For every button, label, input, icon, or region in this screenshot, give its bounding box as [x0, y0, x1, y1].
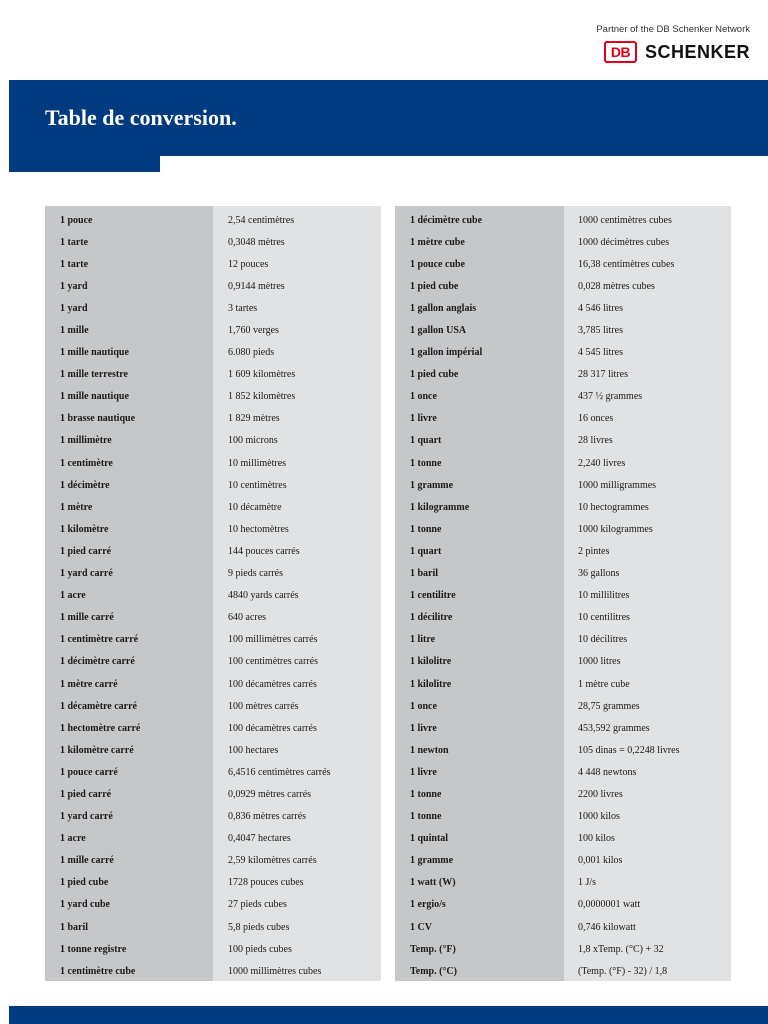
- unit-cell: 1 pied carré: [60, 545, 112, 557]
- unit-cell: 1 pied carré: [60, 788, 112, 800]
- value-cell: 16,38 centimètres cubes: [578, 258, 675, 270]
- unit-cell: 1 yard: [60, 280, 88, 292]
- unit-cell: 1 mètre carré: [60, 678, 118, 690]
- value-cell: 12 pouces: [228, 258, 269, 270]
- value-cell: 10 millilitres: [578, 590, 630, 602]
- unit-cell: 1 gallon USA: [410, 325, 467, 337]
- value-cell: 6.080 pieds: [228, 347, 275, 359]
- value-cell: 6,4516 centimètres carrés: [228, 766, 331, 778]
- value-cell: 2200 livres: [578, 788, 623, 800]
- unit-cell: 1 mètre: [60, 501, 93, 513]
- unit-cell: 1 yard: [60, 302, 88, 314]
- value-cell: 28 317 litres: [578, 369, 628, 381]
- unit-cell: 1 mille nautique: [60, 391, 129, 403]
- table-row: [395, 297, 731, 319]
- table-row: [395, 916, 731, 938]
- value-cell: 3,785 litres: [578, 325, 623, 337]
- unit-cell: 1 watt (W): [410, 877, 456, 889]
- table-row: [45, 783, 381, 805]
- unit-cell: 1 yard carré: [60, 811, 113, 823]
- value-cell: 1 J/s: [578, 877, 597, 889]
- table-row: [395, 806, 731, 828]
- table-row: [45, 761, 381, 783]
- unit-cell: 1 gramme: [410, 855, 454, 867]
- unit-cell: 1 mille carré: [60, 612, 114, 624]
- table-row: [45, 739, 381, 761]
- table-row: [395, 319, 731, 341]
- value-cell: 0,4047 hectares: [228, 833, 291, 845]
- value-cell: 100 hectares: [228, 744, 279, 756]
- table-row: [395, 585, 731, 607]
- value-cell: 0,9144 mètres: [228, 280, 285, 292]
- table-row: [395, 960, 731, 982]
- unit-cell: 1 tarte: [60, 236, 89, 248]
- value-cell: 1000 kilogrammes: [578, 523, 653, 535]
- unit-cell: 1 pied cube: [60, 877, 109, 889]
- table-row: [395, 651, 731, 673]
- table-row: [395, 872, 731, 894]
- table-row: [395, 386, 731, 408]
- value-cell: 10 centilitres: [578, 612, 630, 624]
- value-cell: 0,746 kilowatt: [578, 921, 636, 933]
- table-row: [395, 717, 731, 739]
- value-cell: 0,0000001 watt: [578, 899, 641, 911]
- value-cell: 1000 milligrammes: [578, 479, 657, 491]
- logo-row: [604, 41, 750, 63]
- unit-cell: 1 mille nautique: [60, 347, 129, 359]
- unit-cell: 1 pouce cube: [410, 258, 465, 270]
- table-row: [45, 408, 381, 430]
- table-row: [395, 408, 731, 430]
- unit-cell: 1 ergio/s: [410, 899, 446, 911]
- db-schenker-logo: [550, 22, 750, 72]
- unit-cell: 1 centilitre: [410, 590, 456, 602]
- value-cell: 10 décamètre: [228, 501, 282, 513]
- value-cell: 0,001 kilos: [578, 855, 623, 867]
- table-row: [45, 319, 381, 341]
- value-cell: 1,760 verges: [228, 325, 279, 337]
- unit-cell: 1 décamètre carré: [60, 700, 137, 712]
- value-cell: 2 pintes: [578, 545, 610, 557]
- table-row: [45, 386, 381, 408]
- table-row: [45, 253, 381, 275]
- unit-cell: 1 livre: [410, 766, 437, 778]
- value-cell: 0,836 mètres carrés: [228, 811, 307, 823]
- value-cell: 1728 pouces cubes: [228, 877, 304, 889]
- value-cell: 0,0929 mètres carrés: [228, 788, 312, 800]
- table-row: [395, 231, 731, 253]
- value-cell: 36 gallons: [578, 568, 620, 580]
- value-cell: 27 pieds cubes: [228, 899, 287, 911]
- unit-cell: 1 centimètre cube: [60, 965, 136, 977]
- value-cell: 100 pieds cubes: [228, 943, 292, 955]
- unit-cell: Temp. (°C): [410, 965, 457, 977]
- table-rows: [45, 206, 381, 982]
- unit-cell: 1 gallon impérial: [410, 347, 483, 359]
- unit-cell: 1 newton: [410, 744, 449, 756]
- page-title: Table de conversion.: [45, 105, 237, 130]
- value-cell: 0,3048 mètres: [228, 236, 285, 248]
- value-cell: 16 onces: [578, 413, 614, 425]
- unit-cell: 1 baril: [60, 921, 89, 933]
- table-row: [395, 518, 731, 540]
- unit-cell: 1 tonne: [410, 457, 442, 469]
- unit-cell: 1 millimètre: [60, 435, 112, 447]
- partner-text: Partner of the DB Schenker Network: [596, 24, 750, 35]
- value-cell: 1000 millimètres cubes: [228, 965, 322, 977]
- table-row: [395, 209, 731, 231]
- value-cell: 4 545 litres: [578, 347, 623, 359]
- unit-cell: 1 once: [410, 700, 437, 712]
- table-row: [395, 540, 731, 562]
- unit-cell: 1 quintal: [410, 833, 449, 845]
- table-row: [395, 783, 731, 805]
- unit-cell: 1 kilolitre: [410, 678, 452, 690]
- value-cell: 10 millimètres: [228, 457, 287, 469]
- unit-cell: 1 pied cube: [410, 280, 459, 292]
- table-row: [395, 452, 731, 474]
- unit-cell: 1 quart: [410, 435, 442, 447]
- value-cell: 437 ½ grammes: [578, 391, 643, 403]
- unit-cell: 1 kilomètre carré: [60, 744, 134, 756]
- table-row: [395, 253, 731, 275]
- unit-cell: 1 tarte: [60, 258, 89, 270]
- value-cell: 2,240 livres: [578, 457, 626, 469]
- table-row: [45, 806, 381, 828]
- value-cell: 10 hectomètres: [228, 523, 289, 535]
- unit-cell: 1 pouce carré: [60, 766, 118, 778]
- table-row: [45, 474, 381, 496]
- value-cell: 1 829 mètres: [228, 413, 280, 425]
- conversion-table-right: [395, 206, 731, 981]
- value-cell: 100 kilos: [578, 833, 615, 845]
- table-row: [45, 651, 381, 673]
- value-cell: 2,54 centimètres: [228, 214, 295, 226]
- unit-cell: 1 yard carré: [60, 568, 113, 580]
- value-cell: 100 décamètres carrés: [228, 678, 317, 690]
- unit-cell: 1 tonne registre: [60, 943, 127, 955]
- value-cell: 1 mètre cube: [578, 678, 630, 690]
- unit-cell: 1 quart: [410, 545, 442, 557]
- unit-cell: 1 tonne: [410, 788, 442, 800]
- value-cell: 100 microns: [228, 435, 278, 447]
- table-row: [45, 894, 381, 916]
- unit-cell: 1 livre: [410, 722, 437, 734]
- unit-cell: 1 mètre cube: [410, 236, 465, 248]
- value-cell: 100 millimètres carrés: [228, 634, 318, 646]
- table-row: [395, 828, 731, 850]
- value-cell: 1 852 kilomètres: [228, 391, 296, 403]
- table-row: [395, 496, 731, 518]
- value-cell: 453,592 grammes: [578, 722, 650, 734]
- unit-cell: 1 pouce: [60, 214, 93, 226]
- table-rows: [395, 206, 731, 982]
- table-row: [45, 850, 381, 872]
- table-row: [45, 695, 381, 717]
- table-row: [395, 739, 731, 761]
- value-cell: 1000 centimètres cubes: [578, 214, 672, 226]
- unit-cell: 1 centimètre: [60, 457, 113, 469]
- unit-cell: 1 tonne: [410, 811, 442, 823]
- unit-cell: 1 acre: [60, 590, 86, 602]
- unit-cell: 1 yard cube: [60, 899, 110, 911]
- value-cell: 28 livres: [578, 435, 613, 447]
- unit-cell: Temp. (°F): [410, 943, 456, 955]
- table-row: [45, 496, 381, 518]
- value-cell: 1000 décimètres cubes: [578, 236, 670, 248]
- unit-cell: 1 CV: [410, 921, 432, 933]
- table-row: [395, 894, 731, 916]
- table-row: [45, 364, 381, 386]
- unit-cell: 1 kilogramme: [410, 501, 470, 513]
- unit-cell: 1 mille: [60, 325, 89, 337]
- table-row: [395, 563, 731, 585]
- table-row: [45, 209, 381, 231]
- value-cell: 3 tartes: [228, 302, 258, 314]
- table-row: [45, 452, 381, 474]
- value-cell: (Temp. (°F) - 32) / 1,8: [578, 965, 668, 977]
- table-row: [45, 342, 381, 364]
- value-cell: 28,75 grammes: [578, 700, 640, 712]
- table-row: [45, 607, 381, 629]
- table-row: [395, 474, 731, 496]
- table-row: [395, 364, 731, 386]
- value-cell: 9 pieds carrés: [228, 568, 283, 580]
- table-row: [45, 231, 381, 253]
- conversion-table-left: [45, 206, 381, 981]
- unit-cell: 1 décilitre: [410, 612, 453, 624]
- table-row: [45, 828, 381, 850]
- value-cell: 2,59 kilomètres carrés: [228, 855, 317, 867]
- table-row: [45, 585, 381, 607]
- unit-cell: 1 gramme: [410, 479, 454, 491]
- value-cell: 4 448 newtons: [578, 766, 637, 778]
- table-row: [45, 563, 381, 585]
- table-row: [45, 275, 381, 297]
- value-cell: 10 hectogrammes: [578, 501, 649, 513]
- table-row: [45, 540, 381, 562]
- unit-cell: 1 hectomètre carré: [60, 722, 141, 734]
- unit-cell: 1 livre: [410, 413, 437, 425]
- table-row: [395, 275, 731, 297]
- table-row: [395, 342, 731, 364]
- table-row: [45, 518, 381, 540]
- unit-cell: 1 once: [410, 391, 437, 403]
- unit-cell: 1 décimètre cube: [410, 214, 483, 226]
- value-cell: 10 centimètres: [228, 479, 287, 491]
- table-row: [395, 607, 731, 629]
- table-row: [45, 960, 381, 982]
- unit-cell: 1 mille terrestre: [60, 369, 128, 381]
- table-row: [395, 430, 731, 452]
- value-cell: 144 pouces carrés: [228, 545, 300, 557]
- table-row: [395, 938, 731, 960]
- value-cell: 1 609 kilomètres: [228, 369, 296, 381]
- table-row: [395, 673, 731, 695]
- table-row: [45, 629, 381, 651]
- value-cell: 5,8 pieds cubes: [228, 921, 290, 933]
- unit-cell: 1 kilomètre: [60, 523, 109, 535]
- unit-cell: 1 centimètre carré: [60, 634, 139, 646]
- table-row: [45, 872, 381, 894]
- value-cell: 0,028 mètres cubes: [578, 280, 655, 292]
- value-cell: 100 décamètres carrés: [228, 722, 317, 734]
- value-cell: 10 décilitres: [578, 634, 628, 646]
- unit-cell: 1 brasse nautique: [60, 413, 136, 425]
- unit-cell: 1 kilolitre: [410, 656, 452, 668]
- value-cell: 1,8 xTemp. (°C) + 32: [578, 943, 664, 955]
- footer-band: [9, 1006, 768, 1024]
- value-cell: 4840 yards carrés: [228, 590, 299, 602]
- table-row: [395, 629, 731, 651]
- schenker-wordmark: SCHENKER: [644, 41, 750, 62]
- table-row: [45, 717, 381, 739]
- unit-cell: 1 mille carré: [60, 855, 114, 867]
- table-row: [45, 297, 381, 319]
- unit-cell: 1 acre: [60, 833, 86, 845]
- table-row: [45, 916, 381, 938]
- value-cell: 100 centimètres carrés: [228, 656, 318, 668]
- table-row: [45, 673, 381, 695]
- value-cell: 4 546 litres: [578, 302, 623, 314]
- table-row: [395, 761, 731, 783]
- unit-cell: 1 tonne: [410, 523, 442, 535]
- unit-cell: 1 pied cube: [410, 369, 459, 381]
- value-cell: 640 acres: [228, 612, 267, 624]
- unit-cell: 1 décimètre carré: [60, 656, 135, 668]
- unit-cell: 1 décimètre: [60, 479, 110, 491]
- title-band-tab: [9, 156, 160, 172]
- unit-cell: 1 litre: [410, 634, 436, 646]
- db-logo-icon: DB: [604, 41, 637, 63]
- table-row: [395, 695, 731, 717]
- value-cell: 105 dinas = 0,2248 livres: [578, 744, 680, 756]
- unit-cell: 1 gallon anglais: [410, 302, 477, 314]
- value-cell: 1000 kilos: [578, 811, 620, 823]
- table-row: [395, 850, 731, 872]
- value-cell: 1000 litres: [578, 656, 621, 668]
- table-row: [45, 938, 381, 960]
- unit-cell: 1 baril: [410, 568, 439, 580]
- value-cell: 100 mètres carrés: [228, 700, 299, 712]
- table-row: [45, 430, 381, 452]
